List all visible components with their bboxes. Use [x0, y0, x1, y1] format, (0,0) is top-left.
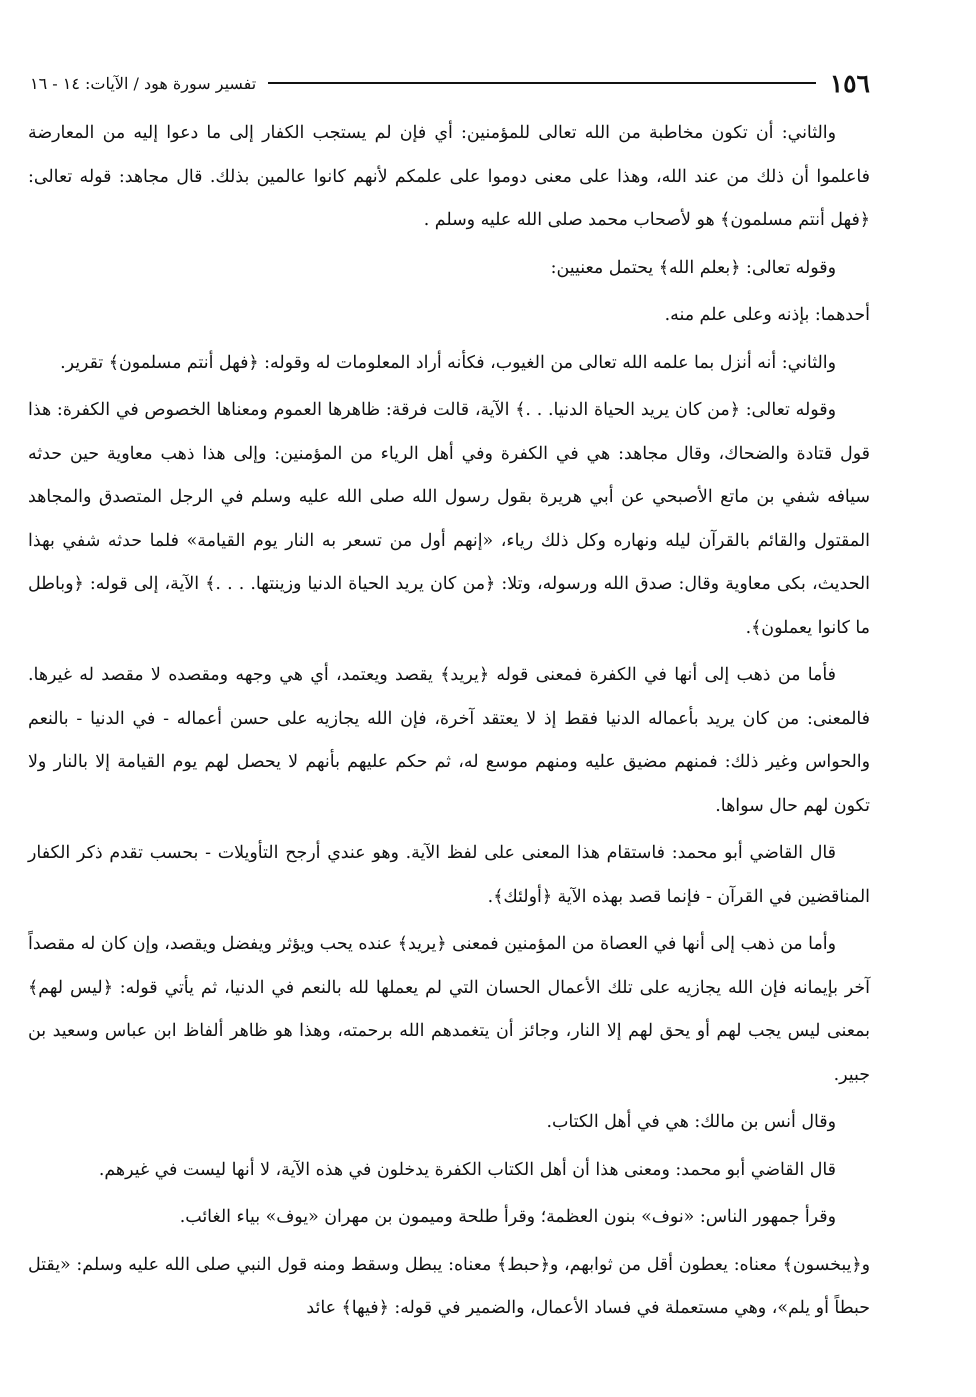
paragraph: والثاني: أنه أنزل بما علمه الله تعالى من الغيوب، فكأنه أراد المعلومات له وقوله: ﴿فهل أنتم مسلمون﴾ تقرير.: [60, 352, 836, 373]
paragraph: قال القاضي أبو محمد: فاستقام هذا المعنى على لفظ الآية. وهو عندي أرجح التأويلات - بحسب تقدم ذكر الكفار المناقضين في القرآن - فإنما قصد بهذه الآية ﴿أولئك﴾.: [28, 843, 870, 907]
paragraph: وأما من ذهب إلى أنها في العصاة من المؤمنين فمعنى ﴿يريد﴾ عنده يحب ويؤثر ويفضل ويقصد، وإن كان له مقصداً آخر بإيمانه فإن الله يجازيه على تلك الأعمال الحسان التي لم يعملها لله بالنعم في الدنيا، ثم يأتي قوله: ﴿ليس لهم﴾ بمعنى ليس يجب لهم أو يحق لهم إلا النار، وجائز أن يتغمدهم الله برحمته، وهذا هو ظاهر ألفاظ ابن عباس وسعيد بن جبير.: [28, 934, 870, 1085]
paragraph: وقوله تعالى: ﴿بعلم الله﴾ يحتمل معنيين:: [550, 257, 836, 278]
running-title: تفسير سورة هود / الآيات: ١٤ - ١٦: [30, 73, 257, 93]
paragraph: وقرأ جمهور الناس: «نوف» بنون العظمة؛ وقرأ طلحة وميمون بن مهران «يوف» بياء الغائب.: [179, 1207, 836, 1227]
paragraph: فأما من ذهب إلى أنها في الكفرة فمعنى قوله ﴿يريد﴾ يقصد ويعتمد، أي هي وجهه ومقصده لا مقصد له غيرها. فالمعنى: من كان يريد بأعماله الدنيا فقط إذ لا يعتقد آخرة، فإن الله يجازيه على حسن أعماله - في الدنيا - بالنعم والحواس وغير ذلك: فمنهم مضيق عليه ومنهم موسع له، ثم حكم عليهم بأنهم لا يحصل لهم يوم القيامة إلا بالنار ولا تكون لهم حال سواها.: [28, 665, 870, 816]
paragraph: وقوله تعالى: ﴿من كان يريد الحياة الدنيا. . .﴾ الآية، قالت فرقة: ظاهرها العموم ومعناها الخصوص في الكفرة: هذا قول قتادة والضحاك، وقال مجاهد: هي في الكفرة وفي أهل الرياء من المؤمنين: وإلى هذا ذهب معاوية حين حدثه سيافه شفي بن ماتع الأصبحي عن أبي هريرة بقول رسول الله صلى الله عليه وسلم في الرجل المتصدق والمجاهد المقتول والقائم بالقرآن ليله ونهاره وكل ذلك رياء، «إنهم أول من تسعر به النار يوم القيامة» فلما حدثه شفي بهذا الحديث، بكى معاوية وقال: صدق الله ورسوله، وتلا: ﴿من كان يريد الحياة الدنيا وزينتها. . . .﴾ الآية، إلى قوله: ﴿وباطل ما كانوا يعملون﴾.: [28, 400, 870, 638]
paragraph: و﴿يبخسون﴾ معناه: يعطون أقل من ثوابهم، و﴿حبط﴾ معناه: يبطل وسقط ومنه قول النبي صلى الله عليه وسلم: «يقتل حبطاً أو يلم»، وهي مستعملة في فساد الأعمال، والضمير في قوله: ﴿فيها﴾ عائد: [28, 1254, 870, 1318]
paragraph: قال القاضي أبو محمد: ومعنى هذا أن أهل الكتاب الكفرة يدخلون في هذه الآية، لا أنها ليست في غيرهم.: [98, 1159, 836, 1180]
paragraph: والثاني: أن تكون مخاطبة من الله تعالى للمؤمنين: أي فإن لم يستجب الكفار إلى ما دعوا إليه من المعارضة فاعلموا أن ذلك من عند الله، وهذا على معنى دوموا على علمكم لأنهم كانوا عالمين بذلك. قال مجاهد: قوله تعالى: ﴿فهل أنتم مسلمون﴾ هو لأصحاب محمد صلى الله عليه وسلم .: [28, 123, 870, 230]
paragraph: وقال أنس بن مالك: هي في أهل الكتاب.: [546, 1112, 836, 1132]
paragraph: أحدهما: بإذنه وعلى علم منه.: [664, 305, 870, 325]
header-rule: [268, 82, 815, 84]
body-text: [28, 112, 870, 1335]
page-number: ١٥٦: [829, 68, 870, 98]
page-header: [30, 66, 870, 100]
